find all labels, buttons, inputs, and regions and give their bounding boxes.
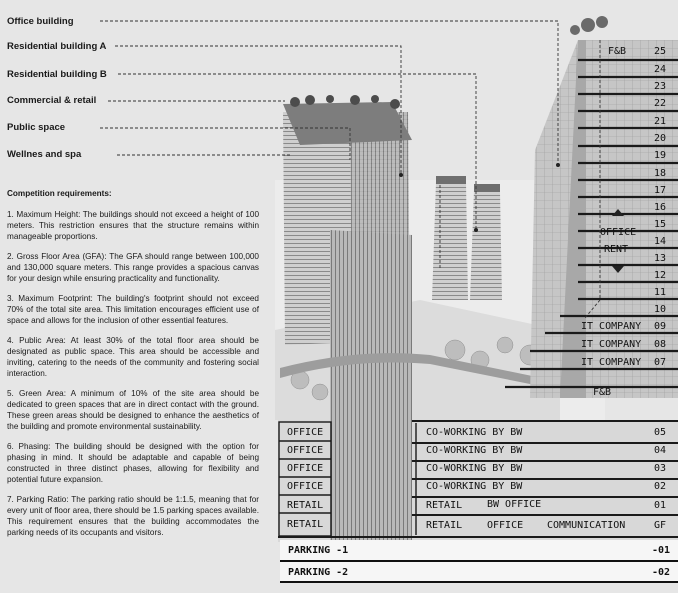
floor-number-07: 07 — [654, 357, 667, 368]
podium-left-label-3: OFFICE — [287, 463, 324, 474]
cowork-label-05: CO-WORKING BY BW — [426, 427, 523, 438]
floor-number-10: 10 — [654, 304, 667, 315]
it-company-label-09: IT COMPANY — [581, 321, 642, 332]
requirement-max-height: 1. Maximum Height: The buildings should not exceed a height of 100 meters. This restriction ensures that the structure remains within manageable proportions. — [7, 210, 259, 241]
floor-fb-top: F&B — [608, 46, 627, 57]
cowork-label-03: CO-WORKING BY BW — [426, 463, 523, 474]
podium-number-03: 03 — [654, 463, 667, 474]
requirement-phasing: 6. Phasing: The building should be designed with the option for phasing in mind. It should be adaptable and capable of being constructed in three distinct phases, allowing for flexibility and potential future expansion. — [7, 442, 259, 484]
podium-left-label-5: RETAIL — [287, 500, 324, 511]
podium-number-01: 01 — [654, 500, 667, 511]
fb-label-lower: F&B — [593, 387, 612, 398]
legend-office-building: Office building — [7, 16, 74, 27]
floor-number-11: 11 — [654, 287, 667, 298]
parking-level-1 — [280, 542, 678, 560]
requirement-footprint: 3. Maximum Footprint: The building's footprint should not exceed 70% of the total site area. This limitation encourages efficient use of space and allows for the inclusion of other essential features. — [7, 294, 259, 325]
floor-number-16: 16 — [654, 202, 667, 213]
parking-level-2-label: PARKING -2 — [288, 567, 349, 578]
floor-number-18: 18 — [654, 168, 667, 179]
floor-number-20: 20 — [654, 133, 667, 144]
legend-wellness-spa: Wellnes and spa — [7, 149, 82, 160]
floor-number-14: 14 — [654, 236, 667, 247]
legend-residential-b: Residential building B — [7, 69, 107, 80]
podium-number-05: 05 — [654, 427, 667, 438]
podium-number-04: 04 — [654, 445, 667, 456]
floor-number-22: 22 — [654, 98, 667, 109]
requirements-heading: Competition requirements: — [7, 189, 112, 198]
floor-number-12: 12 — [654, 270, 667, 281]
office-label: OFFICE — [600, 227, 637, 238]
parking-level-1-label: PARKING -1 — [288, 545, 349, 556]
floor-number-23: 23 — [654, 81, 667, 92]
parking-level-2-code: -02 — [651, 567, 670, 578]
communication-label-gf: COMMUNICATION — [547, 520, 626, 531]
floor-number-15: 15 — [654, 219, 667, 230]
podium-left-label-4: OFFICE — [287, 481, 324, 492]
floor-number-17: 17 — [654, 185, 667, 196]
parking-level-1-code: -01 — [651, 545, 670, 556]
podium-left-label-2: OFFICE — [287, 445, 324, 456]
podium-left-label-6: RETAIL — [287, 519, 324, 530]
it-company-label-07: IT COMPANY — [581, 357, 642, 368]
retail-label-gf: RETAIL — [426, 520, 463, 531]
floor-number-09: 09 — [654, 321, 667, 332]
bw-office-label: BW OFFICE — [487, 499, 542, 510]
legend-public-space: Public space — [7, 122, 66, 133]
legend-commercial-retail: Commercial & retail — [7, 95, 97, 106]
requirement-public-area: 4. Public Area: At least 30% of the total floor area should be designated as public space. This area should be accessible and inviting, catering to the needs of the community and fostering social interaction. — [7, 336, 259, 378]
requirement-gfa: 2. Gross Floor Area (GFA): The GFA should range between 100,000 and 130,000 square meters. This range provides a spacious canvas for your design while ensuring practicality and functionality. — [7, 252, 259, 283]
floor-number-13: 13 — [654, 253, 667, 264]
requirement-green-area: 5. Green Area: A minimum of 10% of the site area should be dedicated to green spaces that are in direct contact with the ground. These green areas should be designed to enhance the aesthetics of the building and promote environmental sustainability. — [7, 389, 259, 431]
rent-label: RENT — [604, 244, 629, 255]
requirement-parking-ratio: 7. Parking Ratio: The parking ratio should be 1:1.5, meaning that for every unit of floor area, there should be 1.5 parking spaces available. This requirement ensures that the building accommodates the parking needs of its occupants and visitors. — [7, 495, 259, 537]
floor-number-19: 19 — [654, 150, 667, 161]
floor-number-08: 08 — [654, 339, 667, 350]
parking-level-2 — [280, 564, 678, 582]
podium-number-gf: GF — [654, 520, 667, 531]
podium-number-02: 02 — [654, 481, 667, 492]
retail-label-01: RETAIL — [426, 500, 463, 511]
cowork-label-02: CO-WORKING BY BW — [426, 481, 523, 492]
office-label-gf: OFFICE — [487, 520, 524, 531]
floor-number-25: 25 — [654, 46, 667, 57]
cowork-label-04: CO-WORKING BY BW — [426, 445, 523, 456]
floor-number-24: 24 — [654, 64, 667, 75]
floor-number-21: 21 — [654, 116, 667, 127]
podium-left-label-1: OFFICE — [287, 427, 324, 438]
it-company-label-08: IT COMPANY — [581, 339, 642, 350]
legend-residential-a: Residential building A — [7, 41, 107, 52]
